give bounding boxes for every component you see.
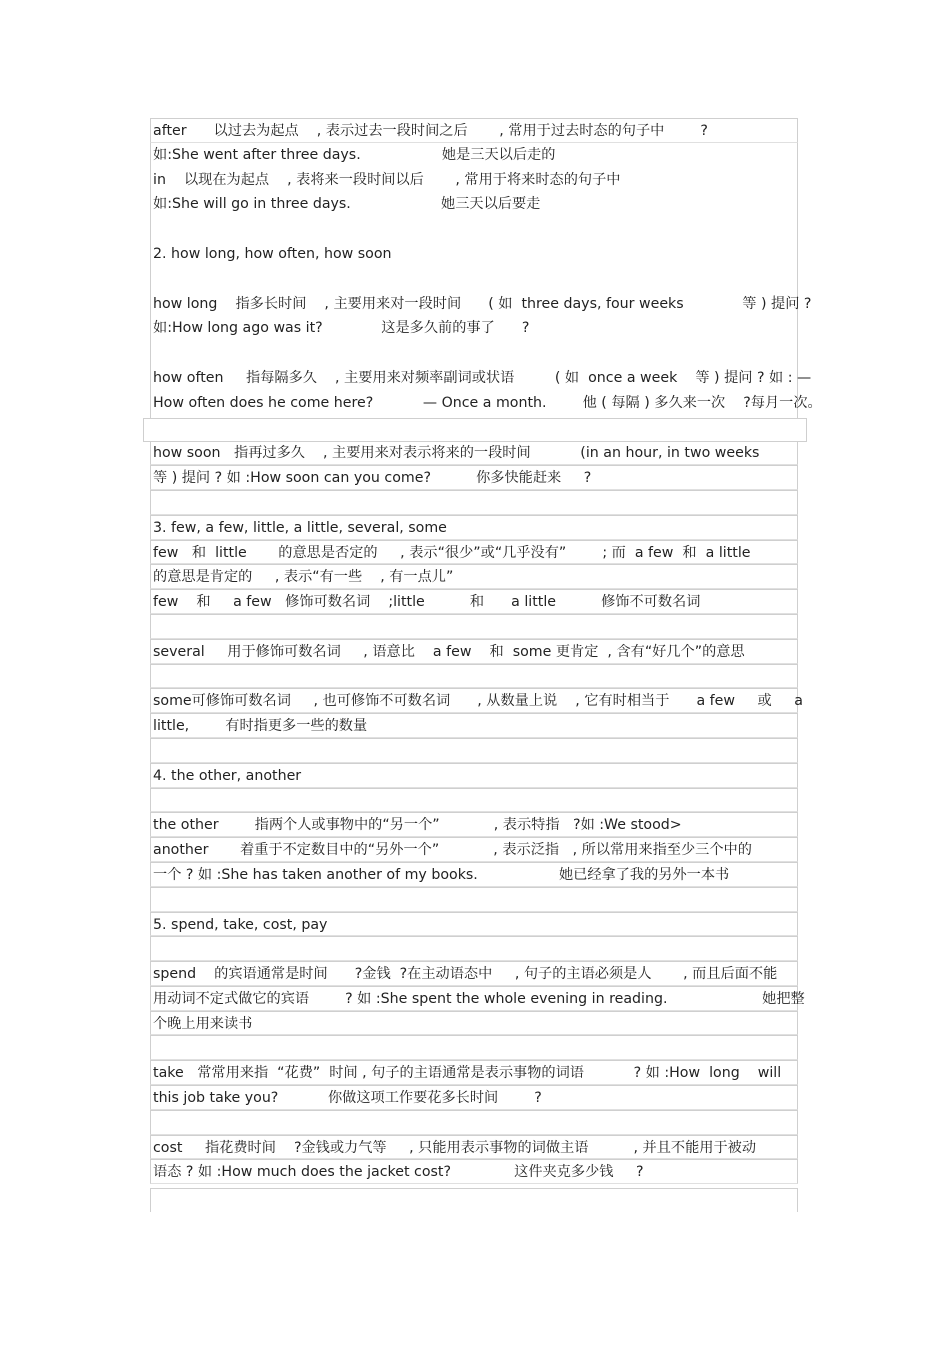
text-row <box>150 540 798 565</box>
text-row <box>150 1110 798 1135</box>
row-text: 4. the other, another <box>153 767 302 784</box>
text-row <box>150 341 798 366</box>
text-rows <box>150 118 822 1184</box>
row-text: another 着重于不定数目中的“另外一个” , 表示泛指 , 所以常用来指至少三个中的 <box>153 842 752 859</box>
text-row <box>150 366 812 391</box>
row-text: 如:She will go in three days. 她三天以后要走 <box>153 196 541 213</box>
text-row <box>150 862 798 887</box>
row-text: 一个 ? 如 :She has taken another of my books. 她已经拿了我的另外一本书 <box>153 866 730 883</box>
text-row <box>150 1011 798 1036</box>
row-text: few 和 little 的意思是否定的 , 表示“很少”或“几乎没有” ; 而 a few 和 a little <box>153 544 751 561</box>
row-text: 的意思是肯定的 , 表示“有一些 , 有一点儿” <box>153 569 454 586</box>
text-row <box>150 961 798 986</box>
row-text: How often does he come here? — Once a month. 他 ( 每隔 ) 多久来一次 ?每月一次。 <box>153 394 822 411</box>
text-row <box>150 490 798 515</box>
row-text: 3. few, a few, little, a little, several, some <box>153 519 447 536</box>
row-text: 如:How long ago was it? 这是多久前的事了 ? <box>153 320 530 337</box>
text-row <box>150 887 798 912</box>
row-text: several 用于修饰可数名词 , 语意比 a few 和 some 更肯定 , 含有“好几个”的意思 <box>153 643 745 660</box>
row-text: some可修饰可数名词 , 也可修饰不可数名词 , 从数量上说 , 它有时相当于 a few 或 a <box>153 693 803 710</box>
text-row <box>150 936 798 961</box>
text-row <box>150 664 798 689</box>
text-row <box>150 465 798 490</box>
text-row <box>150 1159 798 1184</box>
row-text: 用动词不定式做它的宾语 ? 如 :She spent the whole evening in reading. 她把整 <box>153 990 805 1007</box>
empty-table-row <box>143 418 807 442</box>
row-text: in 以现在为起点 , 表将来一段时间以后 , 常用于将来时态的句子中 <box>153 171 621 188</box>
row-text: take 常常用来指 “花费” 时间 , 句子的主语通常是表示事物的词语 ? 如 :How long will <box>153 1065 782 1082</box>
row-text: 2. how long, how often, how soon <box>153 245 392 262</box>
text-row <box>150 118 798 143</box>
text-row <box>150 192 798 217</box>
row-text: how soon 指再过多久 , 主要用来对表示将来的一段时间 (in an hour, in two weeks <box>153 445 760 462</box>
text-row <box>150 639 798 664</box>
text-row <box>150 316 798 341</box>
table-border-tail <box>150 1188 798 1212</box>
text-row <box>150 788 798 813</box>
text-row <box>150 1085 798 1110</box>
text-row <box>150 614 798 639</box>
row-text: the other 指两个人或事物中的“另一个” , 表示特指 ?如 :We stood> <box>153 817 682 834</box>
row-text: this job take you? 你做这项工作要花多长时间 ? <box>153 1090 542 1107</box>
row-text: 语态 ? 如 :How much does the jacket cost? 这件夹克多少钱 ? <box>153 1164 644 1181</box>
text-row <box>150 912 798 937</box>
text-row <box>150 812 798 837</box>
text-row <box>150 589 798 614</box>
text-row <box>150 440 798 465</box>
row-text: 5. spend, take, cost, pay <box>153 916 328 933</box>
text-row <box>150 391 822 416</box>
text-row <box>150 713 798 738</box>
text-row <box>150 292 812 317</box>
text-row <box>150 1060 798 1085</box>
row-text: 等 ) 提问 ? 如 :How soon can you come? 你多快能赶来 ? <box>153 470 592 487</box>
text-row <box>150 242 798 267</box>
row-text: 如:She went after three days. 她是三天以后走的 <box>153 146 556 163</box>
row-text: little, 有时指更多一些的数量 <box>153 718 368 735</box>
row-text: few 和 a few 修饰可数名词 ;little 和 a little 修饰不可数名词 <box>153 594 701 611</box>
row-text: spend 的宾语通常是时间 ?金钱 ?在主动语态中 , 句子的主语必须是人 , 而且后面不能 <box>153 966 778 983</box>
row-text: how often 指每隔多久 , 主要用来对频率副词或状语 ( 如 once a week 等 ) 提问 ? 如 : — <box>153 369 812 386</box>
row-text: after 以过去为起点 , 表示过去一段时间之后 , 常用于过去时态的句子中 ? <box>153 123 708 139</box>
text-row <box>150 564 798 589</box>
row-text: 个晚上用来读书 <box>153 1015 253 1032</box>
text-row <box>150 143 798 168</box>
text-row <box>150 1035 798 1060</box>
text-row <box>150 688 803 713</box>
text-row <box>150 217 798 242</box>
text-row <box>150 763 798 788</box>
row-text: cost 指花费时间 ?金钱或力气等 , 只能用表示事物的词做主语 , 并且不能用于被动 <box>153 1139 757 1156</box>
text-row <box>150 837 798 862</box>
text-row <box>150 515 798 540</box>
text-row <box>150 168 798 193</box>
row-text: how long 指多长时间 , 主要用来对一段时间 ( 如 three days, four weeks 等 ) 提问 ? <box>153 295 812 312</box>
text-row <box>150 738 798 763</box>
text-row <box>150 267 798 292</box>
text-row <box>150 1135 798 1160</box>
text-row <box>150 986 805 1011</box>
